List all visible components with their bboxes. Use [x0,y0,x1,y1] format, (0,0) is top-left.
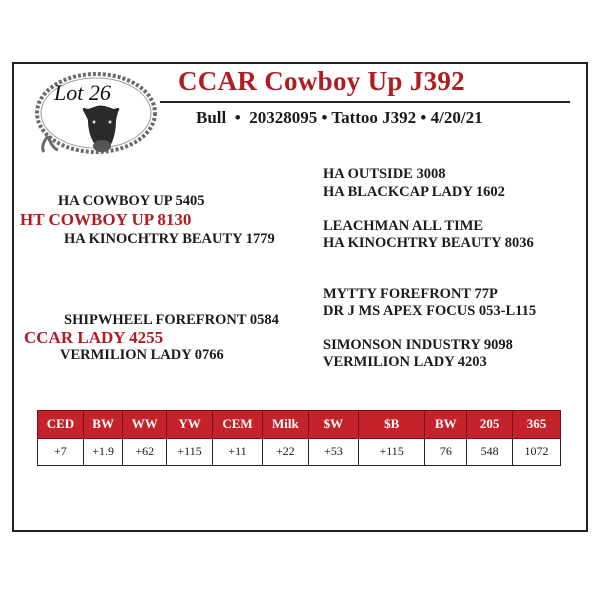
pedigree-dam-grandsire: SHIPWHEEL FOREFRONT 0584 [64,312,279,328]
pedigree-dam-ggd-2: VERMILION LADY 4203 [323,354,487,370]
epd-header-yw: YW [167,411,213,439]
epd-header-205: 205 [467,411,513,439]
epd-value-205: 548 [467,438,513,466]
pedigree-sire-ggd-2: HA KINOCHTRY BEAUTY 8036 [323,235,534,251]
epd-header-row [38,411,561,439]
title-divider [160,101,570,103]
pedigree-sire: HT COWBOY UP 8130 [20,210,192,229]
epd-header-dollar-w: $W [308,411,358,439]
epd-value-cem: +11 [212,438,262,466]
epd-value-dollar-b: +115 [358,438,425,466]
epd-table [37,410,561,466]
pedigree-dam-granddam: VERMILION LADY 0766 [60,347,224,363]
epd-header-milk: Milk [262,411,308,439]
epd-header-cem: CEM [212,411,262,439]
epd-value-ced: +7 [38,438,84,466]
pedigree-dam-ggs-1: MYTTY FOREFRONT 77P [323,286,498,302]
animal-info: Bull • 20328095 • Tattoo J392 • 4/20/21 [196,108,483,127]
epd-value-bw: +1.9 [83,438,123,466]
pedigree-sire-ggs-1: HA OUTSIDE 3008 [323,166,446,182]
lot-label: Lot 26 [54,80,111,105]
epd-value-365: 1072 [512,438,560,466]
pedigree-dam: CCAR LADY 4255 [24,328,164,347]
pedigree-sire-ggs-2: LEACHMAN ALL TIME [323,218,484,234]
epd-value-row [38,438,561,466]
page-title: CCAR Cowboy Up J392 [178,66,465,96]
epd-header-bw: BW [83,411,123,439]
epd-header-dollar-b: $B [358,411,425,439]
epd-header-ced: CED [38,411,84,439]
pedigree-sire-ggd-1: HA BLACKCAP LADY 1602 [323,184,505,200]
pedigree-sire-granddam: HA KINOCHTRY BEAUTY 1779 [64,231,275,247]
epd-value-ww: +62 [123,438,167,466]
pedigree-sire-grandsire: HA COWBOY UP 5405 [58,193,205,209]
epd-header-365: 365 [512,411,560,439]
epd-header-actual-bw: BW [425,411,467,439]
epd-value-milk: +22 [262,438,308,466]
epd-value-yw: +115 [167,438,213,466]
epd-header-ww: WW [123,411,167,439]
epd-value-dollar-w: +53 [308,438,358,466]
epd-value-actual-bw: 76 [425,438,467,466]
pedigree-dam-ggd-1: DR J MS APEX FOCUS 053-L115 [323,303,537,319]
pedigree-dam-ggs-2: SIMONSON INDUSTRY 9098 [323,337,513,353]
